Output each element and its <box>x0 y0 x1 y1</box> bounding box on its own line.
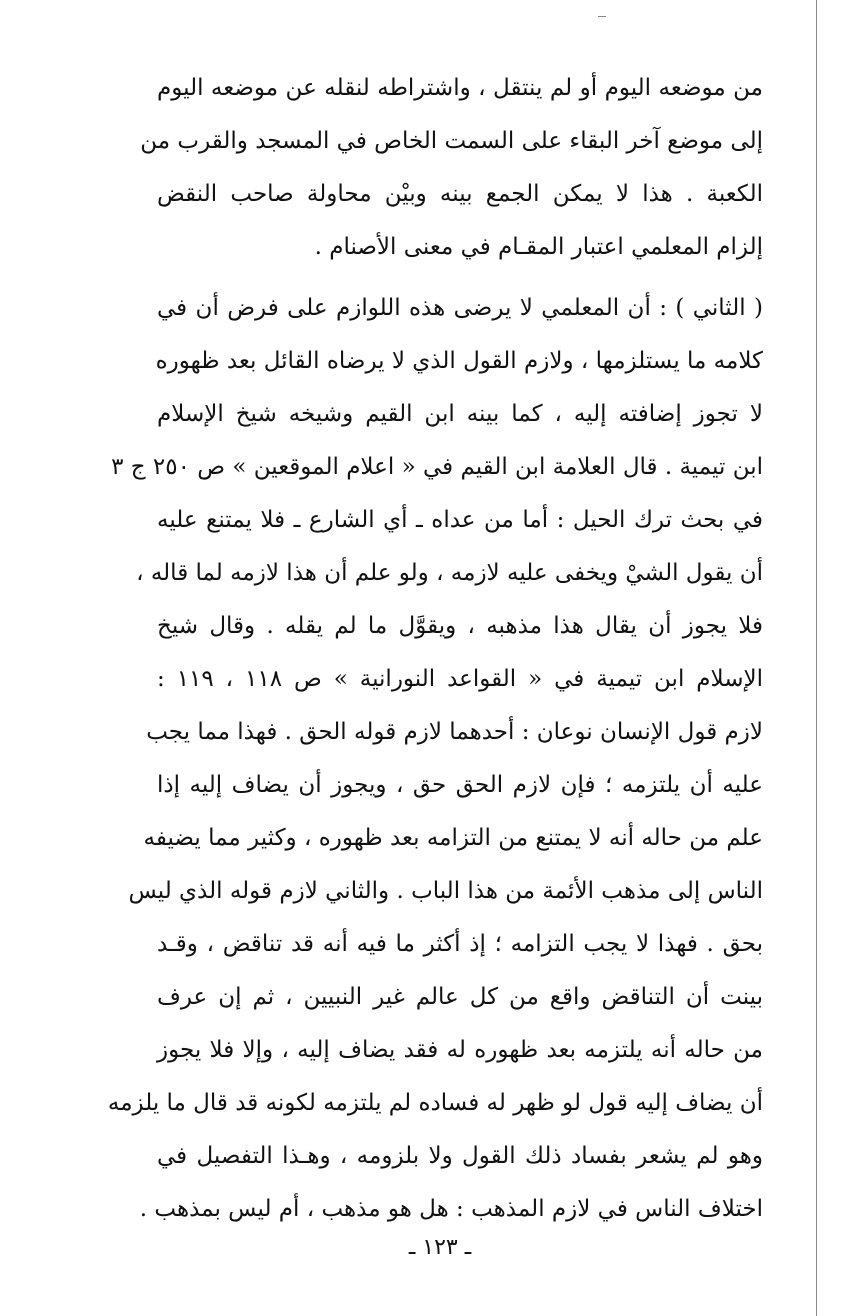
text-line: ( الثاني ) : أن المعلمي لا يرضى هذه اللوازم على فرض أن في <box>157 295 763 321</box>
text-line: الناس إلى مذهب الأئمة من هذا الباب . والثاني لازم قوله الذي ليس <box>128 878 763 904</box>
text-line: الكعبة . هذا لا يمكن الجمع بينه وبيْن محاولة صاحب النقض <box>157 181 764 207</box>
page-body-text <box>107 62 764 1236</box>
text-line: عليه أن يلتزمه ؛ فإن لازم الحق حق ، ويجوز أن يضاف إليه إذا <box>157 772 763 798</box>
text-line: لا تجوز إضافته إليه ، كما بينه ابن القيم وشيخه شيخ الإسلام <box>157 401 763 427</box>
text-line: وهو لم يشعر بفساد ذلك القول ولا بلزومه ، وهـذا التفصيل في <box>157 1143 763 1169</box>
text-line: كلامه ما يستلزمها ، ولازم القول الذي لا يرضاه القائل بعد ظهوره <box>155 348 763 374</box>
text-line: من موضعه اليوم أو لم ينتقل ، واشتراطه لنقله عن موضعه اليوم <box>157 75 763 101</box>
text-line: إلزام المعلمي اعتبار المقـام في معنى الأصنام . <box>314 234 763 260</box>
text-line: اختلاف الناس في لازم المذهب : هل هو مذهب ، أم ليس بمذهب . <box>139 1196 763 1222</box>
text-line: لازم قول الإنسان نوعان : أحدهما لازم قوله الحق . فهذا مما يجب <box>146 719 763 745</box>
text-line: ابن تيمية . قال العلامة ابن القيم في « اعلام الموقعين » ص ٢٥٠ ج ٣ <box>111 454 763 480</box>
page-binding-edge <box>816 0 817 1316</box>
text-line: علم من حاله أنه لا يمتنع من التزامه بعد ظهوره ، وكثير مما يضيفه <box>143 825 763 851</box>
text-line: أن يضاف إليه قول لو ظهر له فساده لم يلتزمه لكونه قد قال ما يلزمه <box>107 1090 763 1116</box>
scan-mark <box>598 16 606 17</box>
text-line: في بحث ترك الحيل : أما من عداه ـ أي الشارع ـ فلا يمتنع عليه <box>157 507 763 533</box>
text-line: من حاله أنه يلتزمه بعد ظهوره له فقد يضاف إليه ، وإلا فلا يجوز <box>157 1037 763 1063</box>
text-line: إلى موضع آخر البقاء على السمت الخاص في المسجد والقرب من <box>140 128 763 154</box>
text-line: فلا يجوز أن يقال هذا مذهبه ، ويقوَّل ما لم يقله . وقال شيخ <box>157 613 763 639</box>
text-line: الإسلام ابن تيمية في « القواعد النورانية » ص ١١٨ ، ١١٩ : <box>157 666 764 692</box>
text-line: بينت أن التناقض واقع من كل عالم غير النبيين ، ثم إن عرف <box>157 984 763 1010</box>
page-number: ـ ١٢٣ ـ <box>408 1235 472 1260</box>
paragraph-gap <box>157 274 763 282</box>
text-line: أن يقول الشيْ ويخفى عليه لازمه ، ولو علم أن هذا لازمه لما قاله ، <box>136 560 763 586</box>
text-line: بحق . فهذا لا يجب التزامه ؛ إذ أكثر ما فيه أنه قد تناقض ، وقـد <box>157 931 763 957</box>
